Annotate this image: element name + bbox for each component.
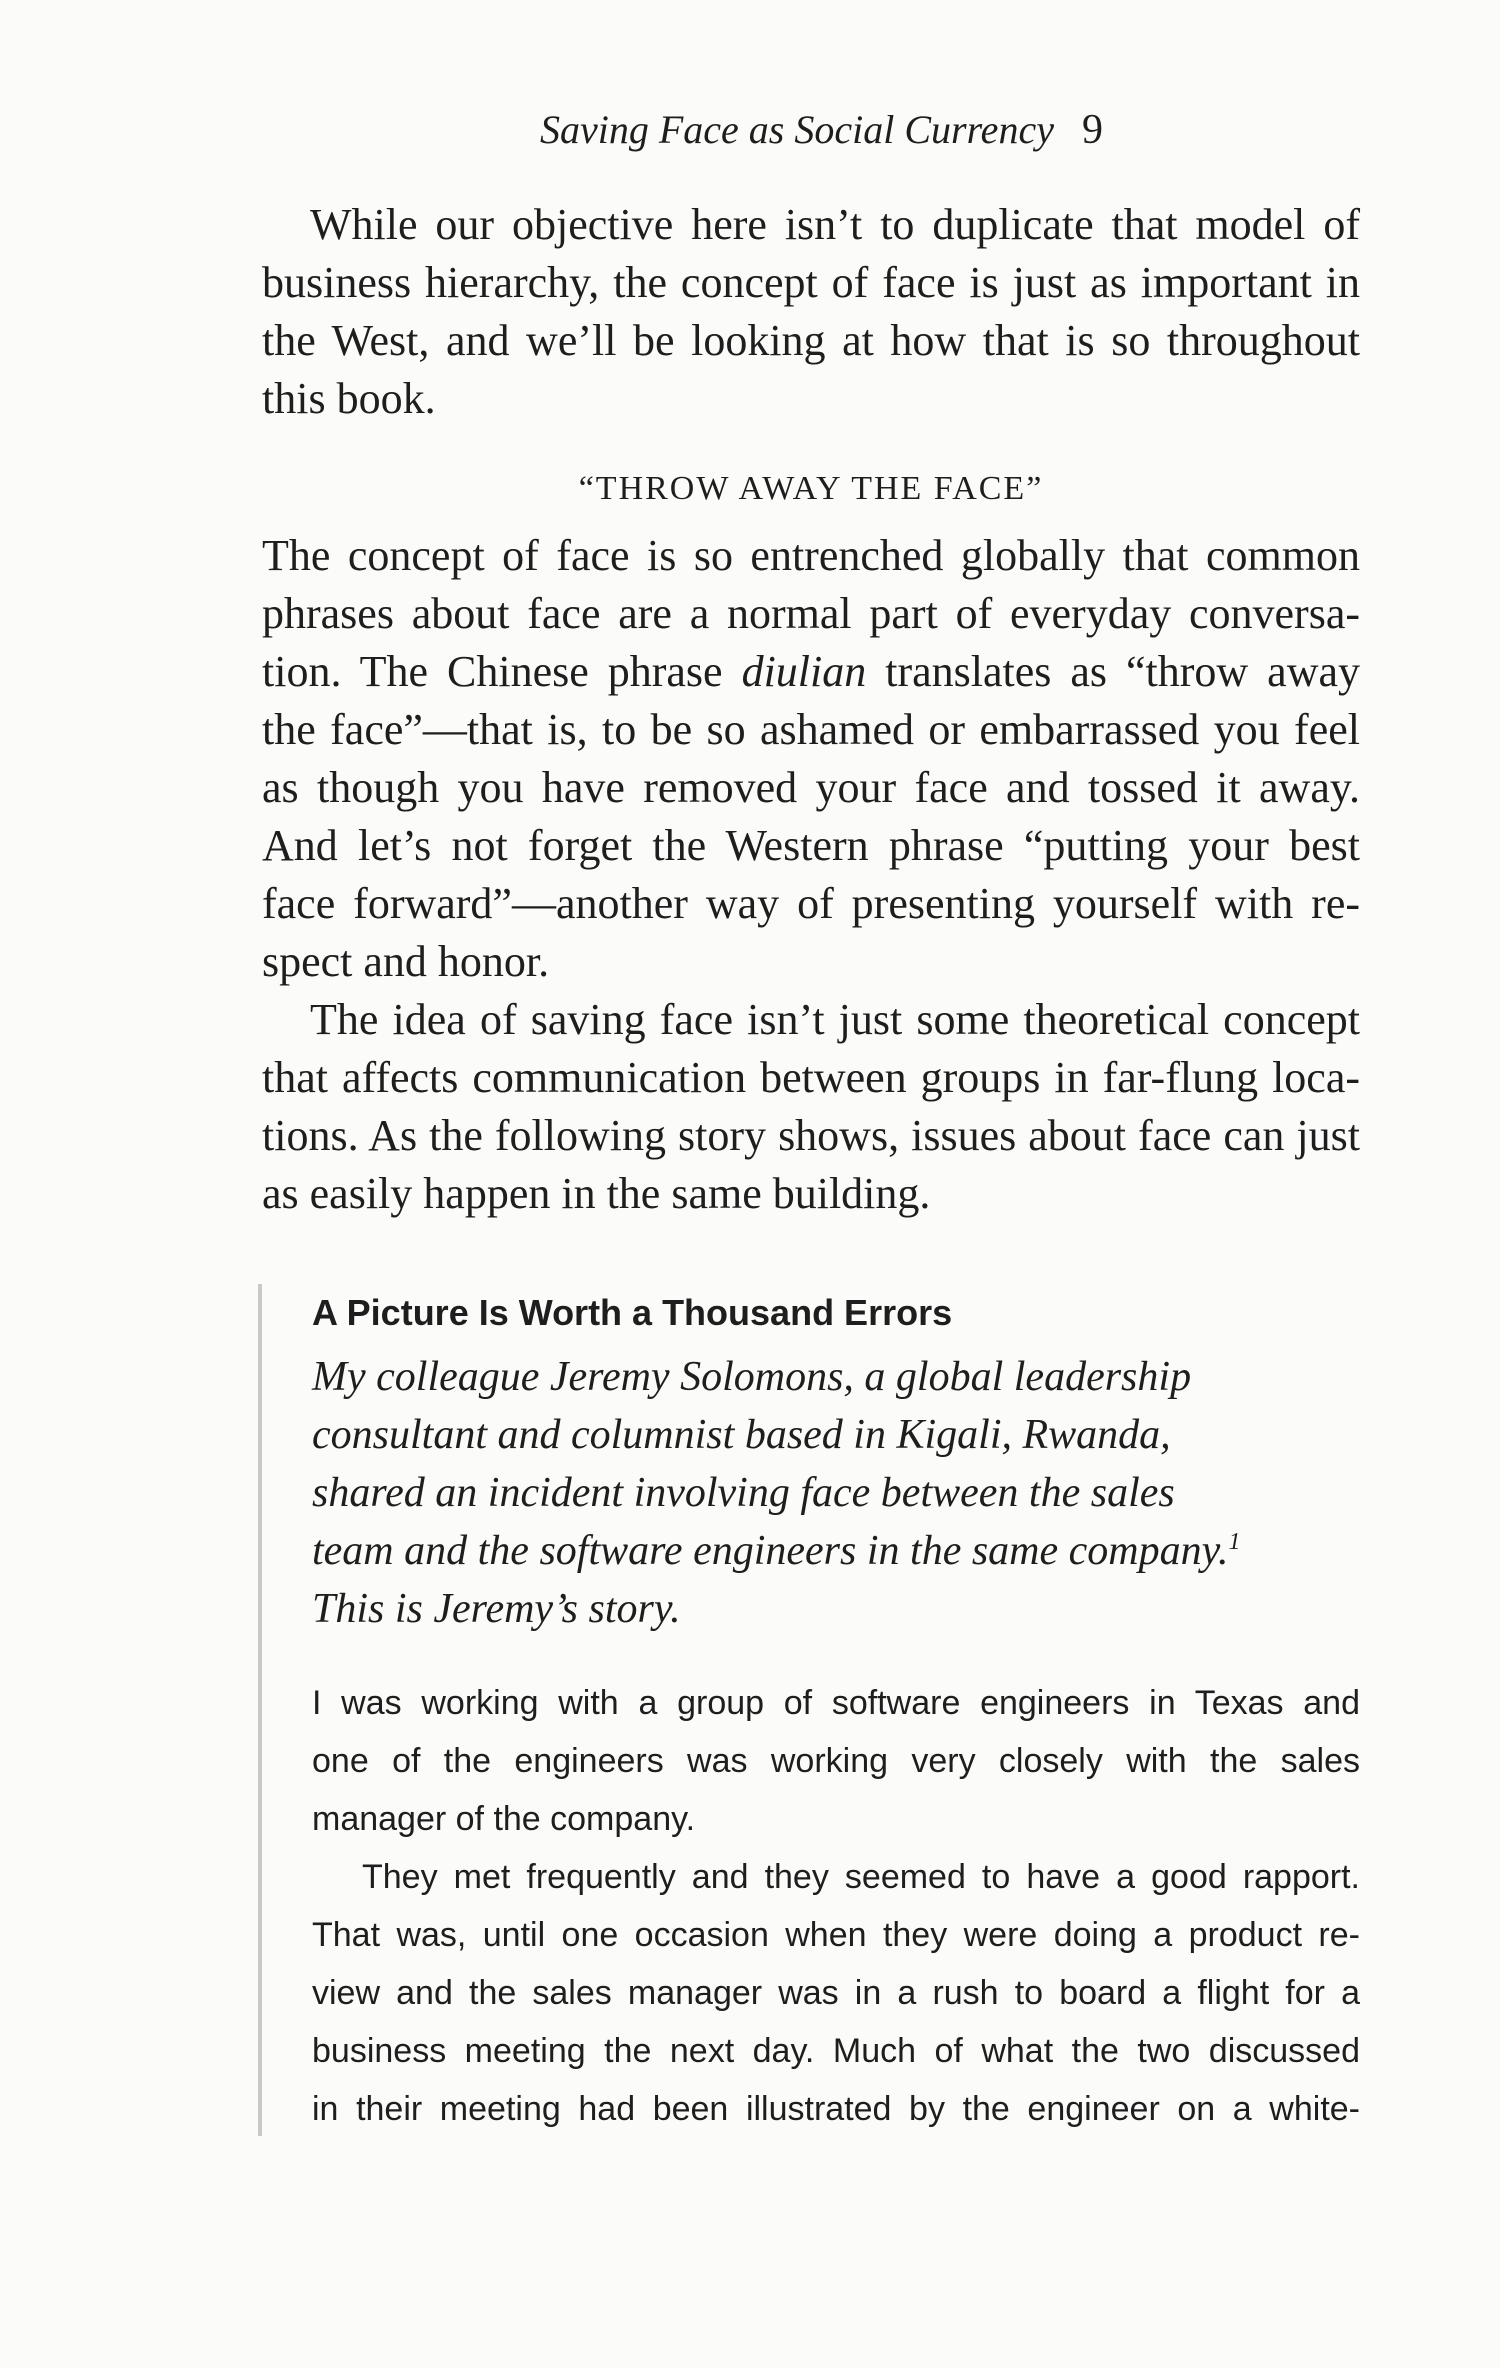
footnote-reference: 1: [1228, 1529, 1241, 1555]
sidebar-intro-line: consultant and columnist based in Kigali, Rwanda,: [312, 1412, 1171, 1458]
intro-line: this book.: [262, 374, 436, 423]
story-line: I was working with a group of software engineers in Texas and: [312, 1684, 1360, 1722]
intro-line: While our objective here isn’t to duplicate that model of: [310, 200, 1360, 249]
italic-term: diulian: [741, 647, 867, 696]
sidebar-intro-line: My colleague Jeremy Solomons, a global leadership: [312, 1354, 1192, 1400]
running-header: [540, 100, 1103, 160]
sidebar-rule: [258, 1284, 262, 2136]
section-heading: “THROW AWAY THE FACE”: [578, 470, 1044, 507]
story-line: view and the sales manager was in a rush to board a flight for a: [312, 1974, 1360, 2012]
paragraph-line: [262, 642, 1360, 702]
paragraph-line: as though you have removed your face and tossed it away.: [262, 763, 1360, 812]
paragraph-line: as easily happen in the same building.: [262, 1169, 931, 1218]
paragraph-line: that affects communication between groups in far-flung loca-: [262, 1053, 1360, 1102]
sidebar-title: A Picture Is Worth a Thousand Errors: [312, 1292, 953, 1333]
running-title: Saving Face as Social Currency: [540, 107, 1054, 152]
paragraph-text: translates as “throw away: [866, 647, 1360, 696]
sidebar-intro-line: This is Jeremy’s story.: [312, 1586, 681, 1632]
paragraph-line: The concept of face is so entrenched globally that common: [262, 531, 1360, 580]
paragraph-line: the face”—that is, to be so ashamed or embarrassed you feel: [262, 705, 1360, 754]
story-line: business meeting the next day. Much of what the two discussed: [312, 2032, 1360, 2070]
story-line: manager of the company.: [312, 1800, 696, 1838]
intro-line: business hierarchy, the concept of face is just as important in: [262, 258, 1360, 307]
story-line: They met frequently and they seemed to have a good rapport.: [362, 1858, 1360, 1896]
paragraph-line: And let’s not forget the Western phrase “putting your best: [262, 821, 1360, 870]
page-number: 9: [1081, 107, 1103, 153]
story-line: That was, until one occasion when they were doing a product re-: [312, 1916, 1360, 1954]
paragraph-text: tion. The Chinese phrase: [262, 647, 742, 696]
paragraph-line: tions. As the following story shows, issues about face can just: [262, 1111, 1360, 1160]
story-line: one of the engineers was working very closely with the sales: [312, 1742, 1360, 1780]
paragraph-line: phrases about face are a normal part of everyday conversa-: [262, 589, 1360, 638]
paragraph-line: spect and honor.: [262, 937, 550, 986]
sidebar-intro-line: [312, 1521, 1241, 1581]
sidebar-intro-line: shared an incident involving face between the sales: [312, 1470, 1175, 1516]
story-line: in their meeting had been illustrated by the engineer on a white-: [312, 2090, 1360, 2128]
intro-line: the West, and we’ll be looking at how that is so throughout: [262, 316, 1360, 365]
paragraph-line: The idea of saving face isn’t just some theoretical concept: [310, 995, 1360, 1044]
sidebar-intro-text: team and the software engineers in the same company.: [312, 1528, 1229, 1574]
paragraph-line: face forward”—another way of presenting yourself with re-: [262, 879, 1360, 928]
